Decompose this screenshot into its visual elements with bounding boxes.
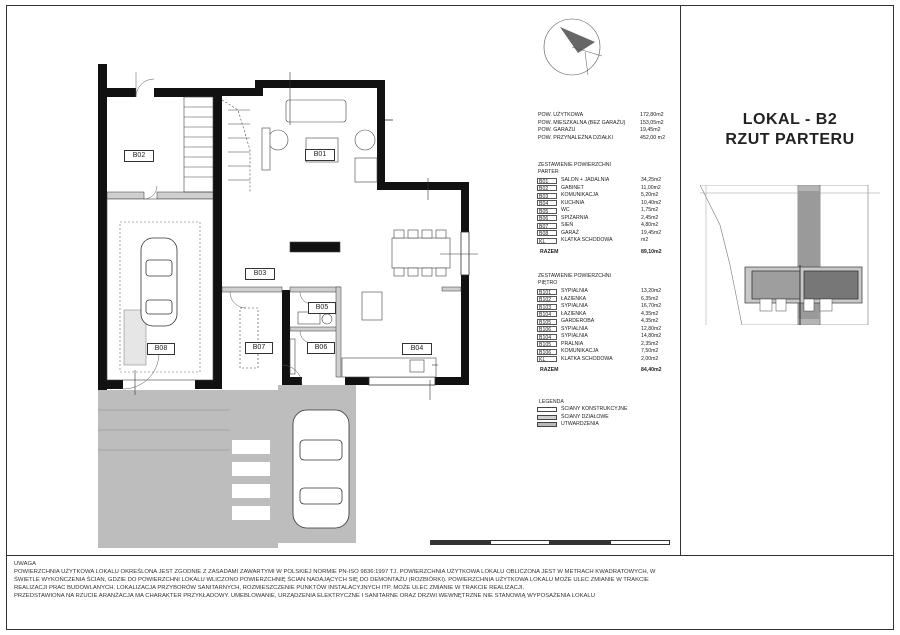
area-label: POW. PRZYNALEŻNA DZIAŁKI — [538, 134, 614, 141]
room-name: SYPIALNIA — [561, 325, 588, 332]
room-name: KLATKA SCHODOWA — [561, 237, 613, 243]
legend-label: ŚCIANY DZIAŁOWE — [561, 413, 609, 420]
room-name: KOMUNIKACJA — [561, 348, 599, 354]
car-driveway — [293, 410, 349, 528]
room-area: 5,20m2 — [641, 192, 659, 198]
total-label: RAZEM — [540, 248, 559, 255]
legend-label: ŚCIANY KONSTRUKCYJNE — [561, 406, 628, 413]
notes-heading: UWAGA — [14, 561, 37, 567]
room-name: SALON + JADALNIA — [561, 177, 610, 183]
room-area: 2,00m2 — [641, 355, 659, 362]
total-value: 84,40m2 — [641, 367, 662, 373]
table-row — [537, 185, 679, 193]
room-area: 11,00m2 — [641, 184, 661, 191]
room-code: B04 — [537, 200, 557, 206]
legend-swatch — [537, 407, 557, 412]
table-row — [537, 200, 679, 208]
legend-label: UTWARDZENIA — [561, 420, 599, 427]
table-row — [537, 303, 679, 311]
parter-heading-1: ZESTAWIENIE POWIERZCHNI — [538, 162, 611, 168]
pietro-heading-2: PIĘTRO — [538, 279, 558, 286]
area-value: 19,45m2 — [640, 127, 661, 134]
north-arrow — [544, 19, 602, 75]
room-name: PRALNIA — [561, 340, 584, 347]
notes-paragraph-2: PRZEDSTAWIONA NA RZUCIE ARANŻACJA MA CHARAKTER PRZYKŁADOWY. UMEBLOWANIE, URZĄDZENIA ELEKTRYCZNE I SANITARNE ORAZ DRZWI WEWNĘTRZNE NIE STANOWIĄ WYPOSAŻENIA LOKALU — [14, 593, 595, 600]
room-area: 12,80m2 — [641, 325, 662, 332]
table-row — [537, 288, 679, 296]
room-name: ŁAZIENKA — [561, 295, 587, 302]
table-row — [537, 222, 679, 230]
parter-table — [537, 162, 679, 256]
legend-item — [537, 421, 657, 428]
scale-segment — [550, 540, 610, 545]
room-name: WC — [561, 207, 570, 213]
area-value: 153,05m2 — [640, 119, 664, 126]
room-code: B05 — [537, 208, 557, 214]
table-row — [537, 311, 679, 319]
table-row — [537, 333, 679, 341]
room-code: KL — [537, 238, 557, 244]
furniture — [240, 100, 450, 377]
room-name: GABINET — [561, 184, 584, 191]
area-summary — [538, 112, 678, 142]
legend-swatch — [537, 415, 557, 420]
room-code: B03 — [537, 193, 557, 199]
parter-total-row — [537, 247, 679, 256]
area-label: POW. MIESZKALNA (BEZ GARAŻU) — [538, 119, 626, 126]
room-code: B07 — [537, 223, 557, 229]
room-label-b02: B02 — [124, 150, 154, 162]
room-code: B105 — [537, 341, 557, 347]
room-code: B06 — [537, 215, 557, 221]
room-name: ŁAZIENKA — [561, 310, 587, 317]
area-row — [538, 112, 678, 120]
room-code: B01 — [537, 178, 557, 184]
room-name: SYPIALNIA — [561, 333, 588, 339]
room-area: 10,40m2 — [641, 199, 662, 206]
room-name: SIEŃ — [561, 222, 574, 228]
room-area: 19,45m2 — [641, 229, 662, 236]
room-name: SPIŻARNIA — [561, 214, 589, 221]
table-row — [537, 356, 679, 364]
notes-divider — [6, 555, 894, 556]
table-row — [537, 215, 679, 223]
room-name: KUCHNIA — [561, 199, 585, 206]
legend-item — [537, 406, 657, 413]
room-area: 6,35m2 — [641, 295, 659, 302]
scale-segment — [490, 540, 550, 545]
pietro-table — [537, 273, 679, 374]
total-value: 89,10m2 — [641, 248, 662, 255]
room-area: 16,70m2 — [641, 303, 662, 309]
room-area: 7,50m2 — [641, 348, 659, 354]
room-label-b06: B06 — [307, 342, 335, 354]
area-row — [538, 135, 678, 143]
table-row — [537, 192, 679, 200]
scale-bar — [430, 540, 670, 545]
room-area: m2 — [641, 237, 649, 243]
table-row — [537, 318, 679, 326]
room-name: KLATKA SCHODOWA — [561, 355, 613, 362]
area-label: POW. GARAŻU — [538, 127, 576, 134]
table-row — [537, 177, 679, 185]
room-code: KL — [537, 356, 557, 362]
room-area: 34,25m2 — [641, 177, 662, 183]
room-code: B106 — [537, 326, 557, 332]
room-label-b03: B03 — [245, 268, 275, 280]
parter-heading-2: PARTER — [538, 168, 559, 175]
pietro-heading-1: ZESTAWIENIE POWIERZCHNI — [538, 273, 611, 279]
table-row — [537, 326, 679, 334]
total-label: RAZEM — [540, 367, 559, 373]
room-label-b04: B04 — [402, 343, 432, 355]
room-code: B102 — [537, 296, 557, 302]
room-code: B08 — [537, 230, 557, 236]
room-name: SYPIALNIA — [561, 288, 588, 294]
room-area: 13,20m2 — [641, 288, 662, 294]
room-label-b07: B07 — [245, 342, 273, 354]
room-area: 4,35m2 — [641, 310, 659, 317]
title-view: RZUT PARTERU — [725, 131, 855, 148]
room-label-b08: B08 — [147, 343, 175, 355]
room-area: 4,35m2 — [641, 318, 659, 324]
scale-segment — [430, 540, 490, 545]
notes — [14, 560, 674, 600]
notes-paragraph-1: POWIERZCHNIA UŻYTKOWA LOKALU OKREŚLONA JEST ZGODNIE Z ZASADAMI ZAWARTYMI W POLSKIEJ NORMIE PN-ISO 9836:1997 TJ. POWIERZCHNIA UŻYTKOWA LOKALU OBLICZONA JEST W METRACH KWADRATOWYCH, W ŚWIETLE WYKOŃCZENIA ŚCIAN, GDZIE DO POWIERZCHNI LOKALU WLICZONO POWIERZCHNIĘ ŚCIAN NADAJĄCYCH SIĘ DO DEMONTAŻU (ROZBIÓRKI). POWIERZCHNIA UŻYTKOWA LOKALU MOŻE ULEC ZMIANIE W TRAKCIE REALIZACJI PRAC BUDOWLANYCH. LOKALIZACJA PRZYBORÓW SANITARNYCH, ROZMIESZCZENIE PUNKTÓW INSTALACYJNYCH ITP. MOŻE ULEC ZMIANIE W TRAKCIE REALIZACJI. — [14, 569, 656, 592]
table-row — [537, 207, 679, 215]
room-label-b05: B05 — [308, 302, 336, 314]
site-minimap — [700, 185, 880, 325]
sheet-title — [690, 110, 890, 150]
sheet-divider — [680, 5, 681, 555]
room-name: GARDEROBA — [561, 318, 595, 324]
table-row — [537, 230, 679, 238]
room-label-b01: B01 — [305, 149, 335, 161]
room-area: 2,45m2 — [641, 214, 659, 221]
legend-heading: LEGENDA — [539, 399, 564, 405]
area-label: POW. UŻYTKOWA — [538, 112, 584, 118]
room-area: 1,75m2 — [641, 207, 659, 213]
room-name: KOMUNIKACJA — [561, 192, 599, 198]
table-row — [537, 341, 679, 349]
area-value: 172,80m2 — [640, 112, 664, 118]
room-area: 2,35m2 — [641, 340, 659, 347]
legend-swatch — [537, 422, 557, 427]
area-row — [538, 127, 678, 135]
room-code: B106 — [537, 349, 557, 355]
room-code: B103 — [537, 304, 557, 310]
table-row — [537, 348, 679, 356]
table-row — [537, 296, 679, 304]
room-code: B104 — [537, 311, 557, 317]
room-code: B101 — [537, 289, 557, 295]
pietro-total-row — [537, 365, 679, 374]
room-code: B105 — [537, 319, 557, 325]
car-garage — [141, 238, 177, 326]
title-unit: LOKAL - B2 — [742, 111, 838, 128]
table-row — [537, 237, 679, 245]
room-area: 4,80m2 — [641, 222, 659, 228]
room-code: B02 — [537, 185, 557, 191]
area-value: 452,00 m2 — [640, 134, 666, 141]
room-code: B104 — [537, 334, 557, 340]
room-name: GARAŻ — [561, 229, 579, 236]
scale-segment — [610, 540, 670, 545]
room-area: 14,80m2 — [641, 333, 662, 339]
legend — [537, 399, 657, 428]
legend-item — [537, 414, 657, 421]
room-name: SYPIALNIA — [561, 303, 588, 309]
